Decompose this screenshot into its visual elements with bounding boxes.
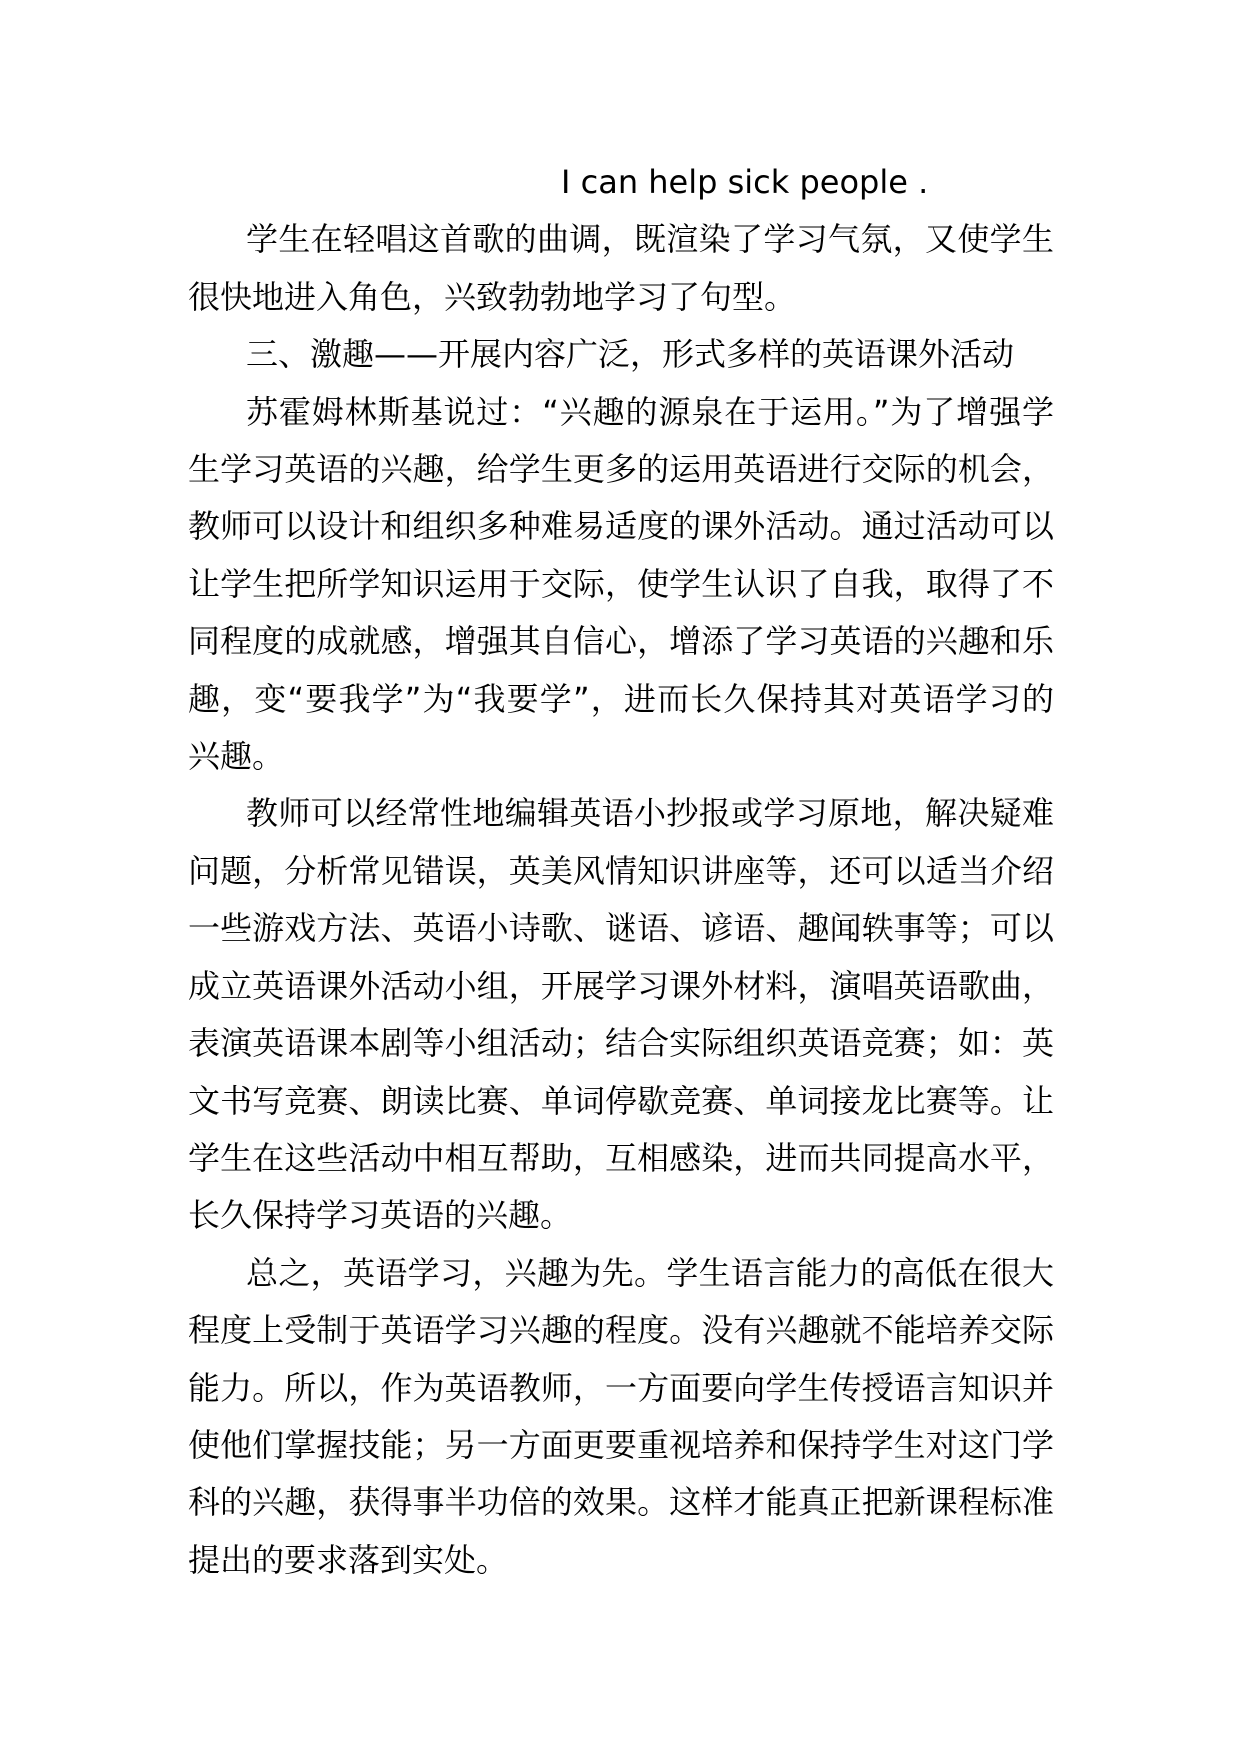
paragraph-quote: 苏霍姆林斯基说过：“兴趣的源泉在于运用。”为了增强学生学习英语的兴趣，给学生更多的运用英语进行交际的机会，教师可以设计和组织多种难易适度的课外活动。通过活动可以让学生把所学知识运用于交际，使学生认识了自我，取得了不同程度的成就感，增强其自信心，增添了学习英语的兴趣和乐趣，变“要我学”为“我要学”，进而长久保持其对英语学习的兴趣。 — [188, 392, 1054, 776]
paragraph-conclusion: 总之，英语学习，兴趣为先。学生语言能力的高低在很大程度上受制于英语学习兴趣的程度。没有兴趣就不能培养交际能力。所以，作为英语教师，一方面要向学生传授语言知识并使他们掌握技能；另一方面更要重视培养和保持学生对这门学科的兴趣，获得事半功倍的效果。这样才能真正把新课程标准提出的要求落到实处。 — [188, 1253, 1054, 1579]
english-sentence: I can help sick people . — [561, 163, 929, 201]
document-body — [188, 154, 1054, 1589]
section-heading: 三、激趣——开展内容广泛，形式多样的英语课外活动 — [246, 335, 1015, 374]
paragraph-activities: 教师可以经常性地编辑英语小抄报或学习原地，解决疑难问题，分析常见错误，英美风情知识讲座等，还可以适当介绍一些游戏方法、英语小诗歌、谜语、谚语、趣闻轶事等；可以成立英语课外活动小组，开展学习课外材料，演唱英语歌曲，表演英语课本剧等小组活动；结合实际组织英语竞赛；如：英文书写竞赛、朗读比赛、单词停歇竞赛、单词接龙比赛等。让学生在这些活动中相互帮助，互相感染，进而共同提高水平，长久保持学习英语的兴趣。 — [188, 794, 1054, 1235]
paragraph-song-effect: 学生在轻唱这首歌的曲调，既渲染了学习气氛，又使学生很快地进入角色，兴致勃勃地学习了句型。 — [188, 220, 1054, 316]
